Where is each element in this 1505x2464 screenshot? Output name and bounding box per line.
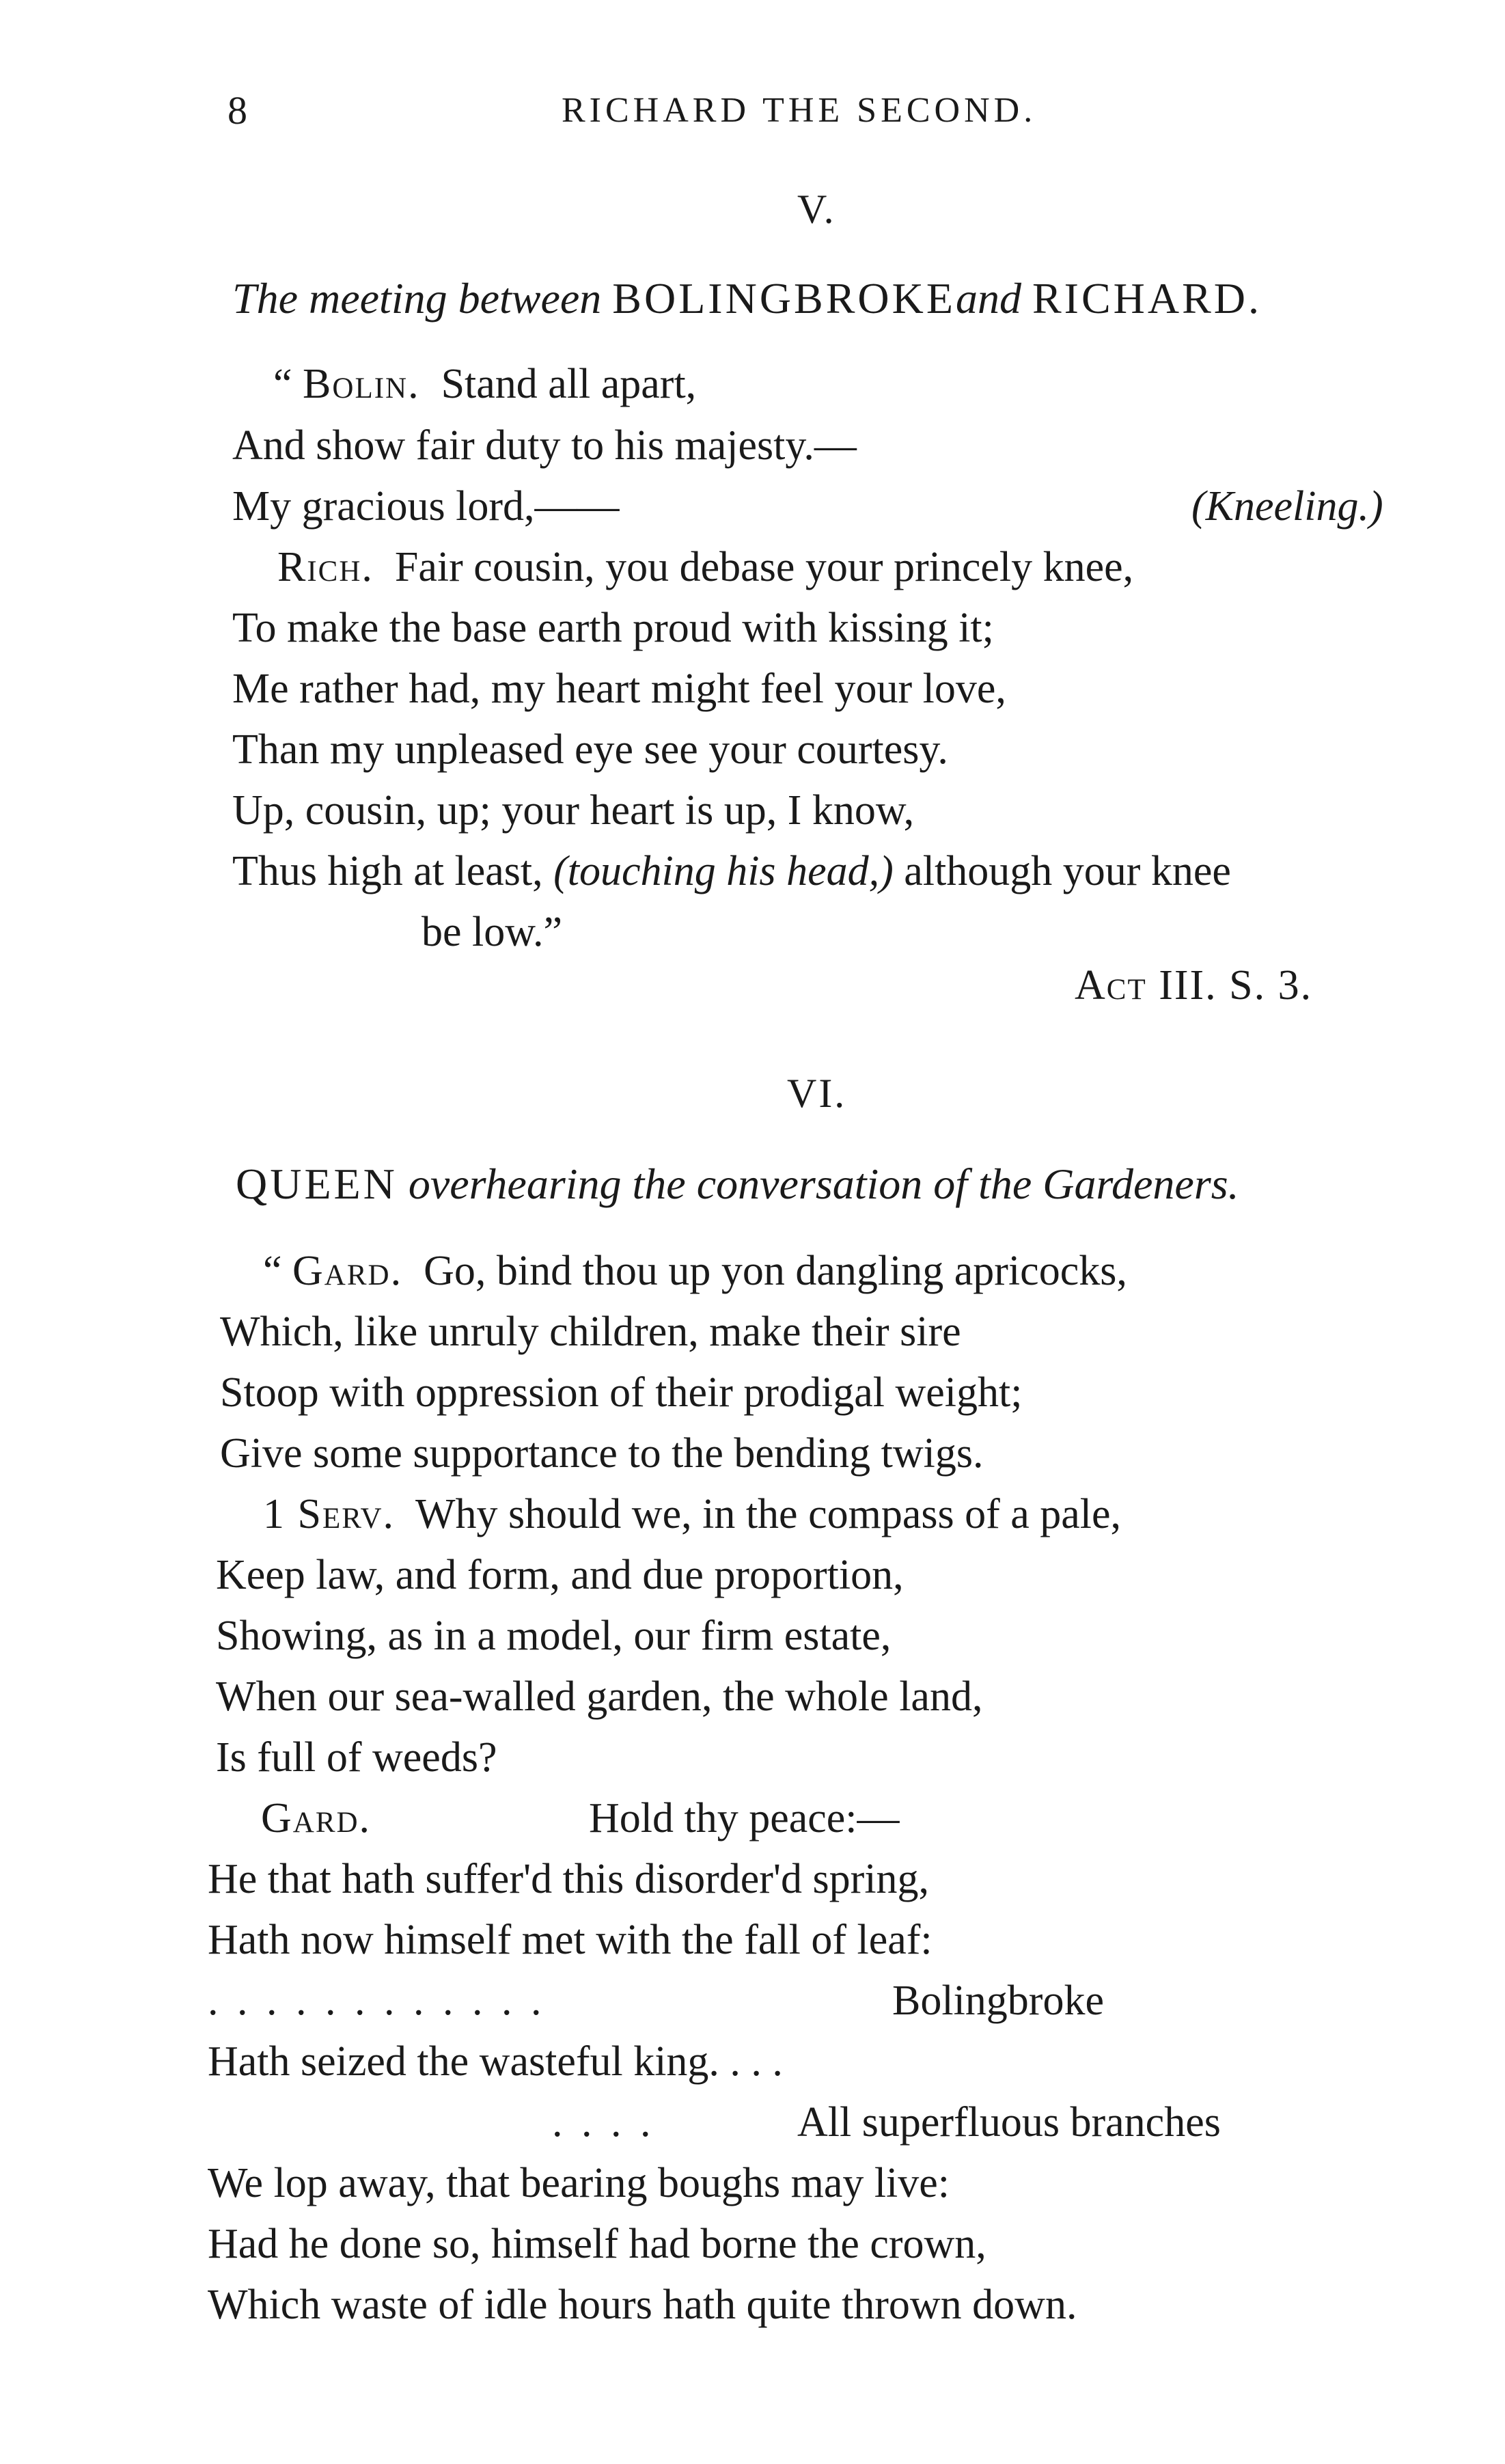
title-part: QUEEN [236,1160,398,1208]
verse-text: Why should we, in the compass of a pale, [415,1491,1122,1537]
title-part: BOLINGBROKE [612,274,956,323]
verse-line: To make the base earth proud with kissing it; [232,605,994,651]
verse-line: We lop away, that bearing boughs may live: [208,2160,950,2206]
section-numeral-v: V. [797,187,836,232]
title-part: The meeting between [232,274,602,323]
verse-line: Me rather had, my heart might feel your love, [232,666,1006,712]
verse-line: And show fair duty to his majesty.— [232,422,857,469]
speaker-name: Bolin. [303,361,420,407]
verse-line: When our sea-walled garden, the whole land, [216,1673,983,1720]
verse-line: Bolingbroke [892,1977,1104,2024]
verse-line: Up, cousin, up; your heart is up, I know, [232,787,915,834]
verse-line: All superfluous branches [797,2099,1221,2146]
verse-line: Hath now himself met with the fall of leaf: [208,1917,933,1963]
verse-line: Which, like unruly children, make their sire [220,1309,961,1355]
verse-text: Go, bind thou up yon dangling apricocks, [424,1248,1127,1294]
speaker-name: 1 Serv. [263,1491,396,1537]
act-scene-citation [1075,961,1312,1010]
verse-line [263,1490,1121,1539]
section-title-v [232,273,1262,324]
verse-line: Had he done so, himself had borne the crown, [208,2221,986,2267]
verse-line: Hold thy peace:— [589,1795,900,1842]
verse-line: Showing, as in a model, our firm estate, [216,1613,892,1659]
citation-text: Act III. S. 3. [1075,962,1313,1009]
verse-line [263,1247,1127,1296]
verse-line: Keep law, and form, and due proportion, [216,1552,904,1598]
verse-text: although your knee [904,848,1231,894]
section-title-vi [236,1159,1239,1209]
open-quote: “ [263,1248,282,1294]
verse-line: Is full of weeds? [216,1734,497,1781]
verse-line: Stoop with oppression of their prodigal weight; [220,1369,1023,1416]
title-part: and [955,274,1021,323]
section-numeral-vi: VI. [787,1071,847,1116]
verse-text: Thus high at least, [232,848,543,894]
verse-line: Give some supportance to the bending twigs. [220,1430,984,1477]
verse-line: Hath seized the wasteful king. . . . [208,2038,783,2085]
verse-line [261,1794,371,1843]
speaker-name: Rich. [277,544,374,590]
speaker-name: Gard. [261,1795,372,1842]
verse-line: be low.” [422,909,563,955]
speaker-name: Gard. [292,1248,403,1294]
open-quote: “ [273,361,292,407]
ellipsis-dots: . . . . [552,2099,655,2146]
verse-line: My gracious lord,—— [232,483,620,530]
verse-line: Which waste of idle hours hath quite thrown down. [208,2282,1077,2328]
ellipsis-dots: . . . . . . . . . . . . [208,1977,546,2024]
verse-line: Than my unpleased eye see your courtesy. [232,726,948,773]
verse-line [277,543,1133,592]
stage-direction: (Kneeling.) [1191,483,1383,530]
page-number: 8 [227,88,247,133]
stage-direction: (touching his head,) [553,848,894,894]
title-part: RICHARD. [1032,274,1262,323]
verse-line: He that hath suffer'd this disorder'd spring, [208,1856,930,1902]
verse-line [232,847,1231,896]
verse-text: Stand all apart, [441,361,697,407]
verse-line [273,360,696,409]
verse-text: Fair cousin, you debase your princely knee, [394,544,1134,590]
running-title: RICHARD THE SECOND. [562,91,1037,130]
title-part: overhearing the conversation of the Gardeners. [408,1160,1239,1208]
